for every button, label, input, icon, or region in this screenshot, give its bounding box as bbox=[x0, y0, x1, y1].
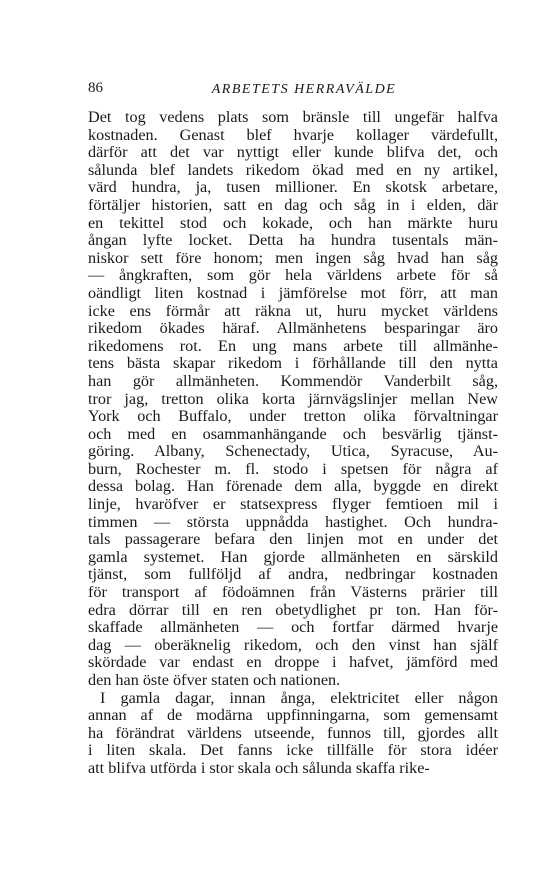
text-line: den han öste öfver staten och nationen. bbox=[88, 671, 341, 689]
text-line: och med en osammanhängande och besvärlig tjänst- bbox=[88, 424, 498, 443]
running-title: ARBETETS HERRAVÄLDE bbox=[211, 82, 397, 97]
text-line: gamla systemet. Han gjorde allmänheten en särskild bbox=[88, 547, 498, 566]
text-line: tjänst, som fullföljd af andra, nedbringar kostnaden bbox=[88, 565, 498, 584]
text-line: i liten skala. Det fanns icke tillfälle för stora idéer bbox=[88, 741, 498, 760]
text-line: ha förändrat världens utseende, funnos till, gjordes allt bbox=[88, 723, 498, 742]
text-line: burn, Rochester m. fl. stodo i spetsen för några af bbox=[88, 459, 498, 478]
text-line: dag — oberäknelig rikedom, och den vinst han själf bbox=[88, 635, 498, 654]
text-line: timmen — största uppnådda hastighet. Och hundra- bbox=[88, 512, 498, 531]
text-line: rikedom ökades häraf. Allmänhetens besparingar äro bbox=[88, 319, 498, 338]
text-line: förtäljer historien, satt en dag och såg in i elden, där bbox=[88, 195, 498, 214]
text-line: tens bästa skapar rikedom i förhållande till den nytta bbox=[88, 354, 498, 373]
text-line: — ångkraften, som gör hela världens arbete för så bbox=[88, 266, 498, 285]
text-line: en tekittel stod och kokade, och han märkte huru bbox=[88, 213, 498, 232]
text-line: sålunda blef landets rikedom ökad med en ny artikel, bbox=[88, 160, 498, 179]
text-line: linje, hvaröfver er statsexpress flyger femtioen mil i bbox=[88, 495, 498, 514]
text-line: niskor sett före honom; men ingen såg hvad han såg bbox=[88, 248, 498, 267]
text-line: för transport af födoämnen från Västerns prärier till bbox=[88, 583, 498, 602]
text-line: edra dörrar till en ren obetydlighet pr ton. Han för- bbox=[88, 600, 498, 619]
text-line: dessa bolag. Han förenade dem alla, byggde en direkt bbox=[88, 477, 498, 496]
text-line: annan af de modärna uppfinningarna, som gemensamt bbox=[88, 706, 498, 725]
text-line: värd hundra, ja, tusen millioner. En skotsk arbetare, bbox=[88, 178, 498, 197]
text-line: skaffade allmänheten — och fortfar därmed hvarje bbox=[88, 618, 498, 637]
text-line: I gamla dagar, innan ånga, elektricitet eller någon bbox=[100, 688, 498, 707]
text-line: göring. Albany, Schenectady, Utica, Syracuse, Au- bbox=[88, 442, 498, 461]
text-line: Det tog vedens plats som bränsle till ungefär halfva bbox=[88, 108, 498, 126]
text-line: han gör allmänheten. Kommendör Vanderbilt såg, bbox=[88, 371, 498, 390]
page-header bbox=[88, 80, 498, 102]
text-line: tror jag, tretton olika korta järnvägslinjer mellan New bbox=[88, 389, 498, 408]
text-line: ångan lyfte locket. Detta ha hundra tusentals män- bbox=[88, 231, 498, 250]
text-line: York och Buffalo, under tretton olika förvaltningar bbox=[88, 407, 498, 426]
text-line: därför att det var nyttigt eller kunde blifva det, och bbox=[88, 143, 498, 162]
text-line: icke ens förmår att räkna ut, huru mycket världens bbox=[88, 301, 498, 320]
text-line: skördade var endast en droppe i hafvet, jämförd med bbox=[88, 653, 498, 672]
text-line: kostnaden. Genast blef hvarje kollager värdefullt, bbox=[88, 125, 498, 144]
text-line: oändligt liten kostnad i jämförelse mot förr, att man bbox=[88, 283, 498, 302]
text-line: rikedomens rot. En ung mans arbete till allmänhe- bbox=[88, 336, 498, 355]
body-text bbox=[88, 109, 498, 778]
text-line: att blifva utförda i stor skala och sålunda skaffa rike- bbox=[88, 758, 430, 777]
page-number: 86 bbox=[88, 80, 103, 96]
text-line: tals passagerare befara den linjen mot en under det bbox=[88, 530, 498, 549]
